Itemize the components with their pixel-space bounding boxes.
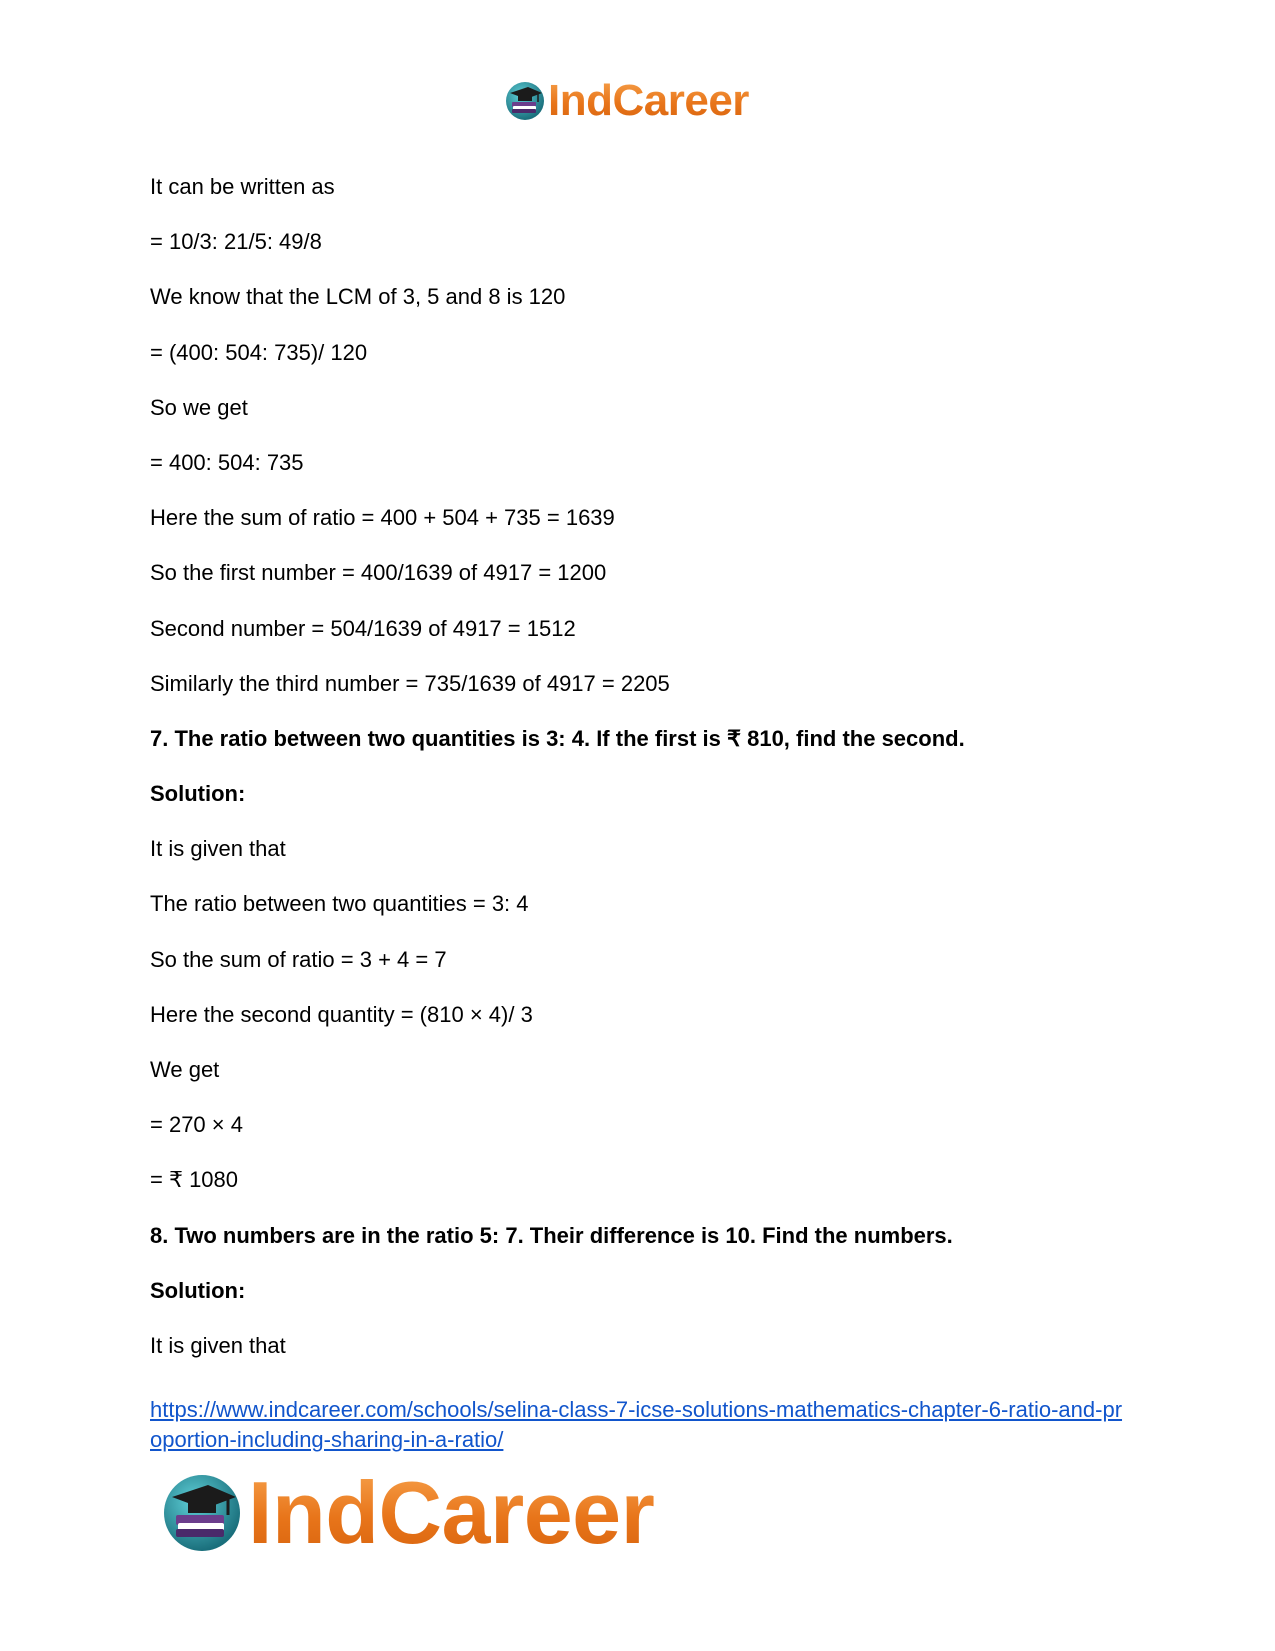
question-text: Solution: <box>150 781 246 807</box>
body-text-line: We get <box>150 1057 220 1082</box>
body-text-line: It is given that <box>150 836 286 862</box>
footer-logo <box>160 1463 655 1562</box>
header-logo-text: IndCareer <box>548 76 749 125</box>
body-text-line: It can be written as <box>150 174 335 199</box>
document-body <box>150 174 1130 1388</box>
body-text-line: So we get <box>150 394 248 420</box>
body-text-line: It is given that <box>150 1332 286 1358</box>
body-text-line: So the first number = 400/1639 of 4917 = 1200 <box>150 560 607 586</box>
graduation-cap-book-globe-icon <box>160 1471 244 1555</box>
body-text-line: Here the second quantity = (810 × 4)/ 3 <box>150 1001 533 1027</box>
body-text-line: = 400: 504: 735 <box>150 449 304 475</box>
body-text-line: So the sum of ratio = 3 + 4 = 7 <box>150 946 447 972</box>
body-text-line: Similarly the third number = 735/1639 of 4917 = 2205 <box>150 670 670 696</box>
body-text-line: = ₹ 1080 <box>150 1167 239 1193</box>
body-text-line: Second number = 504/1639 of 4917 = 1512 <box>150 615 576 641</box>
question-text: Solution: <box>150 1277 246 1303</box>
footer-logo-text: IndCareer <box>248 1463 655 1562</box>
header-logo <box>504 78 749 124</box>
body-text-line: = 270 × 4 <box>150 1112 243 1138</box>
body-text-line: = (400: 504: 735)/ 120 <box>150 339 368 365</box>
question-text: 8. Two numbers are in the ratio 5: 7. Their difference is 10. Find the numbers. <box>150 1222 953 1248</box>
body-text-line: We know that the LCM of 3, 5 and 8 is 120 <box>150 284 566 310</box>
body-text-line: Here the sum of ratio = 400 + 504 + 735 = 1639 <box>150 505 615 531</box>
body-text-line: The ratio between two quantities = 3: 4 <box>150 891 529 917</box>
question-text: 7. The ratio between two quantities is 3: 4. If the first is ₹ 810, find the second. <box>150 725 965 751</box>
body-text-line: = 10/3: 21/5: 49/8 <box>150 229 322 255</box>
source-link[interactable]: https://www.indcareer.com/schools/selina-class-7-icse-solutions-mathematics-chapter-6-ratio-and-proportion-including-sharing-in-a-ratio/ <box>150 1397 1123 1452</box>
graduation-cap-book-globe-icon <box>504 80 546 122</box>
